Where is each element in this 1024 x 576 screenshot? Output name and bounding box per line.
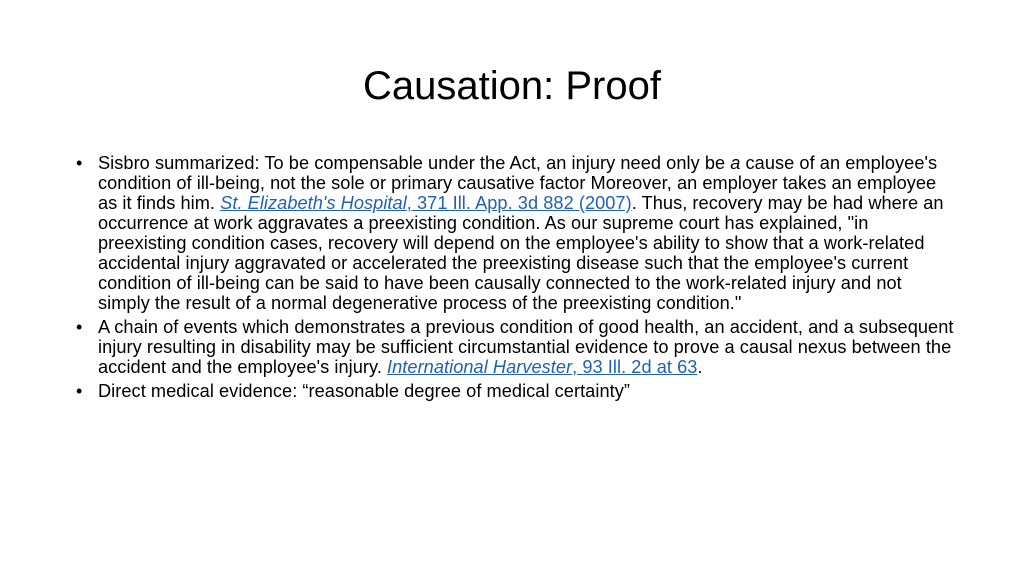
bullet-text: cause of an employee's condition of ill-being, not the sole or primary causative factor Moreover, an employer takes an employee as it finds him. <box>98 153 938 213</box>
bullet-item-chain-of-events <box>76 317 956 377</box>
bullet-item-direct-medical-evidence <box>76 381 956 401</box>
bullet-list <box>76 153 956 405</box>
bullet-icon: • <box>76 317 83 337</box>
citation-case-name: International Harvester <box>387 357 573 377</box>
citation-case-name: St. Elizabeth's Hospital <box>220 193 407 213</box>
bullet-text: . <box>697 357 703 377</box>
bullet-text: Sisbro summarized: To be compensable under the Act, an injury need only be <box>98 153 731 173</box>
citation-link-international-harvester[interactable] <box>387 357 697 377</box>
bullet-text: . Thus, recovery may be had where an occurrence at work aggravates a preexisting condition. As our supreme court has explained, "in preexisting condition cases, recovery will depend on the employee's ability to show that a work-related accidental injury aggravated or accelerated the preexisting disease such that the employee's current condition of ill-being can be said to have been causally connected to the work-related injury and not simply the result of a normal degenerative process of the preexisting condition." <box>98 193 944 313</box>
slide-title: Causation: Proof <box>363 64 661 108</box>
citation-link-st-elizabeths[interactable] <box>220 193 632 213</box>
bullet-item-sisbro <box>76 153 956 313</box>
emphasis-text: a <box>730 153 741 173</box>
citation-reference: , 371 Ill. App. 3d 882 (2007) <box>406 193 632 213</box>
bullet-icon: • <box>76 153 83 173</box>
bullet-text: A chain of events which demonstrates a previous condition of good health, an accident, and a subsequent injury resulting in disability may be sufficient circumstantial evidence to prove a causal nexus between the accident and the employee's injury. <box>98 317 954 377</box>
bullet-icon: • <box>76 381 83 401</box>
bullet-text: Direct medical evidence: “reasonable degree of medical certainty” <box>98 381 630 401</box>
citation-reference: , 93 Ill. 2d at 63 <box>572 357 698 377</box>
